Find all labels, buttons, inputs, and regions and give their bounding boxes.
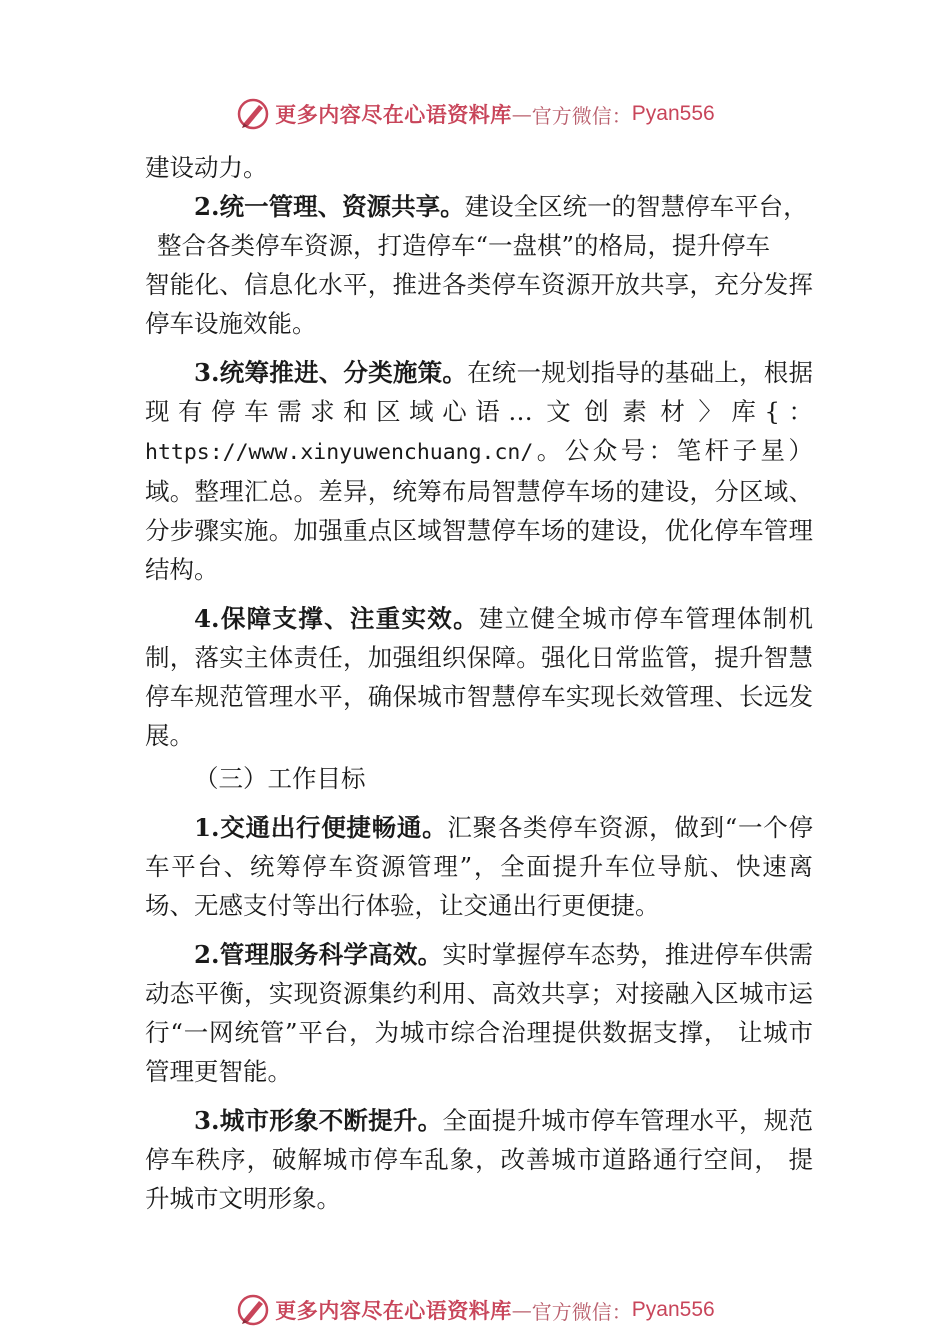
document-body [145, 148, 813, 1218]
text-ellipsis: … [508, 397, 538, 426]
watermark-suffix: 官方微信： [531, 103, 632, 128]
section-heading-work-goals: （三）工作目标 [194, 764, 366, 793]
paragraph-unified-line2: 整合各类停车资源，打造停车“一盘棋”的格局，提升停车 [157, 231, 771, 260]
text-goal-traffic: 汇聚各类停车资源，做到“一个停车平台、统筹停车资源管理”，全面提升车位导航、快速离场、无感支付等出行体验，让交通出行更便捷。 [145, 813, 813, 920]
watermark-banner-top [0, 94, 950, 134]
pen-logo-icon [235, 1292, 271, 1328]
text-goal-image: 全面提升城市停车管理水平，规范停车秩序，破解城市停车乱象，改善城市道路通行空间， 提升城市文明形象。 [145, 1106, 814, 1213]
watermark-main-text: 更多内容尽在心语资料库 [275, 1298, 512, 1323]
text-unified-line1: 建设全区统一的智慧停车平台， [464, 192, 808, 221]
text-guarantee-body: 建立健全城市停车管理体制机制，落实主体责任，加强组织保障。强化日常监管，提升智慧停车规范管理水平，确保城市智慧停车实现长效管理、长远发展。 [145, 604, 814, 750]
paragraph-coordinated-promotion [145, 353, 813, 589]
paragraph-goal-traffic [145, 808, 813, 925]
paragraph-unified-line3: 智能化、信息化水平，推进各类停车资源开放共享，充分发挥停车设施效能。 [145, 270, 813, 338]
heading-guarantee-support: 4.保障支撑、注重实效。 [194, 604, 479, 633]
watermark-id: Pyan556 [631, 1298, 715, 1321]
heading-goal-traffic: 1.交通出行便捷畅通。 [194, 813, 448, 842]
watermark-id: Pyan556 [631, 102, 715, 125]
heading-coordinated-promotion: 3.统筹推进、分类施策。 [194, 358, 468, 387]
watermark-separator: — [511, 1298, 532, 1322]
pen-logo-icon [235, 96, 271, 132]
watermark-separator: — [511, 102, 532, 126]
text-coordinated-c: 〉库{： [698, 397, 813, 426]
text-url: https://www.xinyuwenchuang.cn/ [145, 440, 534, 465]
paragraph-goal-image [145, 1101, 813, 1218]
watermark-suffix: 官方微信： [531, 1299, 632, 1324]
paragraph-unified-management [145, 187, 813, 226]
watermark-main-text: 更多内容尽在心语资料库 [275, 102, 512, 127]
paragraph-guarantee-support [145, 599, 813, 755]
text-goal-management: 实时掌握停车态势，推进停车供需动态平衡，实现资源集约利用、高效共享；对接融入区城市运行“一网统管”平台，为城市综合治理提供数据支撑， 让城市管理更智能。 [145, 940, 814, 1086]
heading-unified-management: 2.统一管理、资源共享。 [194, 192, 465, 221]
heading-goal-image: 3.城市形象不断提升。 [194, 1106, 443, 1135]
watermark-banner-bottom [0, 1290, 950, 1330]
paragraph-goal-management [145, 935, 813, 1091]
heading-goal-management: 2.管理服务科学高效。 [194, 940, 443, 969]
text-coordinated-d: 。公众号：笔杆子星）域。整理汇总。差异，统筹布局智慧停车场的建设，分区域、分步骤实施。加强重点区域智慧停车场的建设，优化停车管理结构。 [145, 436, 813, 584]
text-watermark-inline: 文创素材 [537, 397, 699, 426]
paragraph-intro-tail: 建设动力。 [145, 153, 268, 182]
text-coordinated-a: 在统一规划指导的基础上，根据现有停车需求和区域心语 [145, 358, 813, 426]
